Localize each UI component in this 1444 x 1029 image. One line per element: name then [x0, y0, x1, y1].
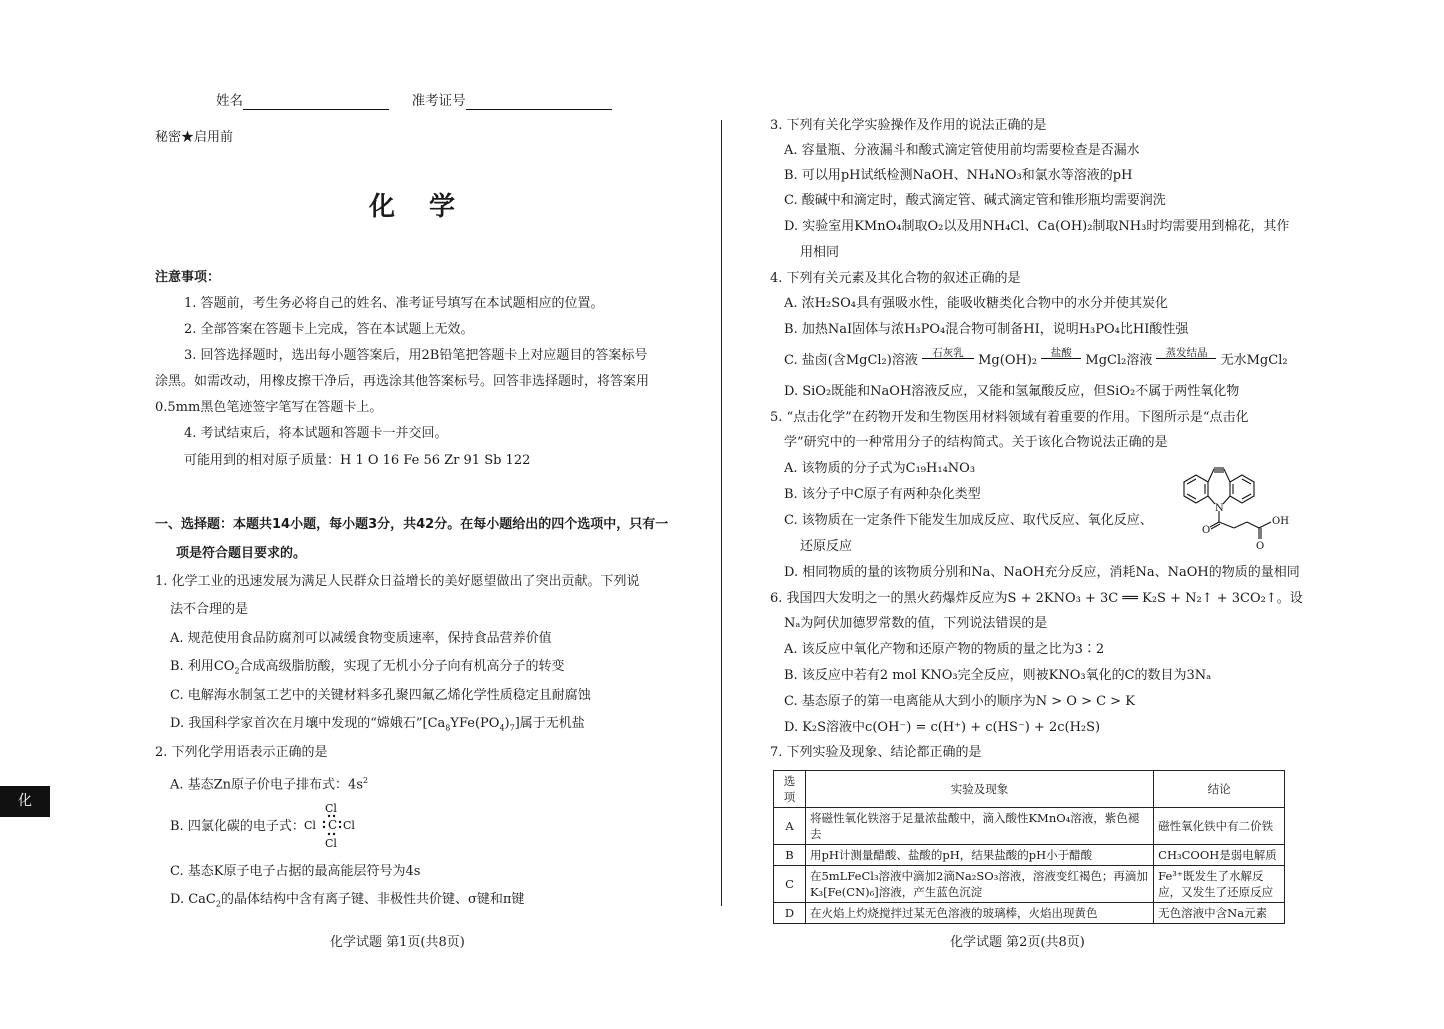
- notes-title: 注意事项：: [155, 270, 221, 285]
- q1-stem: 1. 化学工业的迅速发展为满足人民群众日益增长的美好愿望做出了突出贡献。下列说: [155, 574, 640, 589]
- q5-stem: 5. “点击化学”在药物开发和生物医用材料领域有着重要的作用。下图所示是“点击化: [770, 410, 1249, 425]
- q1-option-a: A. 规范使用食品防腐剂可以减缓食物变质速率，保持食品营养价值: [170, 631, 552, 646]
- molecule-structure-diagram: [1176, 464, 1292, 554]
- atom-oh: OH: [1272, 516, 1289, 527]
- cl-right: Cl: [343, 819, 355, 832]
- option-cell: C: [774, 866, 806, 903]
- note-item: 2. 全部答案在答题卡上完成，答在本试题上无效。: [184, 322, 474, 337]
- q3-option-a: A. 容量瓶、分液漏斗和酸式滴定管使用前均需要检查是否漏水: [784, 143, 1140, 158]
- table-header-row: [774, 771, 1285, 808]
- q5-option-c-cont: 还原反应: [800, 539, 853, 554]
- note-item: 0.5mm黑色笔迹签字笔写在答题卡上。: [155, 400, 383, 415]
- section-heading: 一、选择题：本题共14小题，每小题3分，共42分。在每小题给出的四个选项中，只有一: [155, 517, 669, 532]
- conclusion-cell: Fe³⁺既发生了水解反应，又发生了还原反应: [1154, 866, 1285, 903]
- q2-option-a: A. 基态Zn原子价电子排布式：$4s^2$: [170, 776, 369, 793]
- cl-bottom: Cl: [325, 837, 337, 850]
- page-title: 化学: [369, 192, 490, 222]
- reaction-arrow: 蒸发结晶: [1156, 352, 1216, 370]
- experiment-cell: 在火焰上灼烧搅拌过某无色溶液的玻璃棒，火焰出现黄色: [805, 903, 1153, 924]
- cl-top: Cl: [325, 802, 337, 815]
- q4-option-d: D. SiO₂既能和NaOH溶液反应，又能和氢氟酸反应，但SiO₂不属于两性氧化物: [784, 384, 1240, 399]
- q5-option-d: D. 相同物质的量的该物质分别和Na、NaOH充分反应，消耗Na、NaOH的物质的量相同: [784, 565, 1300, 580]
- exam-id-blank: [466, 95, 612, 110]
- ccl4-electron-dot-diagram: [302, 800, 362, 852]
- table-row: [774, 903, 1285, 924]
- experiment-cell: 在5mLFeCl₃溶液中滴加2滴Na₂SO₃溶液，溶液变红褐色；再滴加K₃[Fe(CN)₆]溶液，产生蓝色沉淀: [805, 866, 1153, 903]
- q6-option-d: D. K₂S溶液中c(OH⁻) = c(H⁺) + c(HS⁻) + 2c(H₂S): [784, 720, 1101, 735]
- option-cell: A: [774, 808, 806, 845]
- cl-left: Cl: [304, 819, 316, 832]
- q3-option-c: C. 酸碱中和滴定时，酸式滴定管、碱式滴定管和锥形瓶均需要润洗: [784, 193, 1166, 208]
- note-item: 1. 答题前，考生务必将自己的姓名、准考证号填写在本试题相应的位置。: [184, 296, 604, 311]
- name-field: [216, 92, 612, 110]
- conclusion-cell: CH₃COOH是弱电解质: [1154, 845, 1285, 866]
- reaction-arrow: 盐酸: [1041, 352, 1081, 370]
- atom-o: O: [1256, 541, 1265, 552]
- q5-stem-cont: 学”研究中的一种常用分子的结构简式。关于该化合物说法正确的是: [784, 435, 1168, 450]
- q3-option-b: B. 可以用pH试纸检测NaOH、NH₄NO₃和氯水等溶液的pH: [784, 168, 1133, 183]
- q4-option-b: B. 加热NaI固体与浓H₃PO₄混合物可制备HI，说明H₃PO₄比HI酸性强: [784, 322, 1189, 337]
- page-divider: [721, 120, 722, 906]
- q7-stem: 7. 下列实验及现象、结论都正确的是: [770, 745, 982, 760]
- table-header: 选项: [774, 771, 806, 808]
- q6-stem-cont: Nₐ为阿伏加德罗常数的值，下列说法错误的是: [784, 616, 1048, 631]
- q1-option-b: B. 利用$CO_2$合成高级脂肪酸，实现了无机小分子向有机高分子的转变: [170, 659, 565, 676]
- q3-stem: 3. 下列有关化学实验操作及作用的说法正确的是: [770, 118, 1047, 133]
- conclusion-cell: 无色溶液中含Na元素: [1154, 903, 1285, 924]
- q1-stem-cont: 法不合理的是: [170, 602, 249, 617]
- q6-option-b: B. 该反应中若有2 mol KNO₃完全反应，则被KNO₃氧化的C的数目为3Nₐ: [784, 668, 1212, 683]
- q2-stem: 2. 下列化学用语表示正确的是: [155, 745, 328, 760]
- q6-stem: 6. 我国四大发明之一的黑火药爆炸反应为S + 2KNO₃ + 3C ══ K₂S + N₂↑ + 3CO₂↑。设: [770, 591, 1303, 606]
- option-cell: B: [774, 845, 806, 866]
- atom-o: O: [1202, 525, 1211, 536]
- table-header: 实验及现象: [805, 771, 1153, 808]
- table-row: [774, 866, 1285, 903]
- section-heading-cont: 项是符合题目要求的。: [176, 546, 307, 561]
- experiment-table: [773, 770, 1285, 924]
- experiment-cell: 将磁性氧化铁溶于足量浓盐酸中，滴入酸性KMnO₄溶液，紫色褪去: [805, 808, 1153, 845]
- subject-side-tab: 化: [0, 786, 50, 817]
- q6-option-a: A. 该反应中氧化产物和还原产物的物质的量之比为3∶2: [784, 642, 1105, 657]
- name-label: 姓名: [216, 93, 243, 109]
- q5-option-c: C. 该物质在一定条件下能发生加成反应、取代反应、氧化反应、: [784, 513, 1153, 528]
- q2-option-c: C. 基态K原子电子占据的最高能层符号为4s: [170, 864, 421, 879]
- table-header: 结论: [1154, 771, 1285, 808]
- atomic-mass-note: 可能用到的相对原子质量：H 1 O 16 Fe 56 Zr 91 Sb 122: [184, 453, 531, 468]
- q2-option-d: D. CaC$_2$的晶体结构中含有离子键、非极性共价键、σ键和π键: [170, 892, 525, 909]
- q4-stem: 4. 下列有关元素及其化合物的叙述正确的是: [770, 271, 1021, 286]
- footer-left: 化学试题 第1页(共8页): [330, 935, 465, 950]
- q1-option-d: D. 我国科学家首次在月壤中发现的“嫦娥石$”[Ca_8YFe(PO_4)_7]$属于无机盐: [170, 716, 585, 733]
- q5-option-b: B. 该分子中C原子有两种杂化类型: [784, 487, 981, 502]
- footer-right: 化学试题 第2页(共8页): [950, 935, 1085, 950]
- note-item: 4. 考试结束后，将本试题和答题卡一并交回。: [184, 426, 448, 441]
- q6-option-c: C. 基态原子的第一电离能从大到小的顺序为N > O > C > K: [784, 694, 1135, 709]
- atom-n: N: [1215, 503, 1224, 514]
- svg-text:C: C: [328, 818, 338, 832]
- q3-option-d-cont: 用相同: [800, 245, 840, 260]
- q4-option-a: A. 浓H₂SO₄具有强吸水性，能吸收糖类化合物中的水分并使其炭化: [784, 296, 1168, 311]
- table-row: [774, 808, 1285, 845]
- q2-option-b: B. 四氯化碳的电子式：: [170, 819, 305, 834]
- experiment-cell: 用pH计测量醋酸、盐酸的pH，结果盐酸的pH小于醋酸: [805, 845, 1153, 866]
- reaction-arrow: 石灰乳: [922, 352, 974, 370]
- note-item: 3. 回答选择题时，选出每小题答案后，用2B铅笔把答题卡上对应题目的答案标号: [184, 348, 648, 363]
- conclusion-cell: 磁性氧化铁中有二价铁: [1154, 808, 1285, 845]
- note-item: 涂黑。如需改动，用橡皮擦干净后，再选涂其他答案标号。回答非选择题时，将答案用: [155, 374, 650, 389]
- name-blank: [243, 95, 389, 110]
- secret-label: 秘密★启用前: [155, 130, 234, 145]
- q1-option-c: C. 电解海水制氢工艺中的关键材料多孔聚四氟乙烯化学性质稳定且耐腐蚀: [170, 688, 591, 703]
- exam-id-label: 准考证号: [411, 93, 466, 109]
- q3-option-d: D. 实验室用KMnO₄制取O₂以及用NH₄Cl、Ca(OH)₂制取NH₃时均需要用到棉花，其作: [784, 219, 1290, 234]
- q4-option-c: C. 盐卤(含MgCl₂)溶液 石灰乳 Mg(OH)₂ 盐酸 MgCl₂溶液 蒸发结晶 无水MgCl₂: [784, 347, 1288, 368]
- option-cell: D: [774, 903, 806, 924]
- q5-option-a: A. 该物质的分子式为C₁₉H₁₄NO₃: [784, 461, 976, 476]
- table-row: [774, 845, 1285, 866]
